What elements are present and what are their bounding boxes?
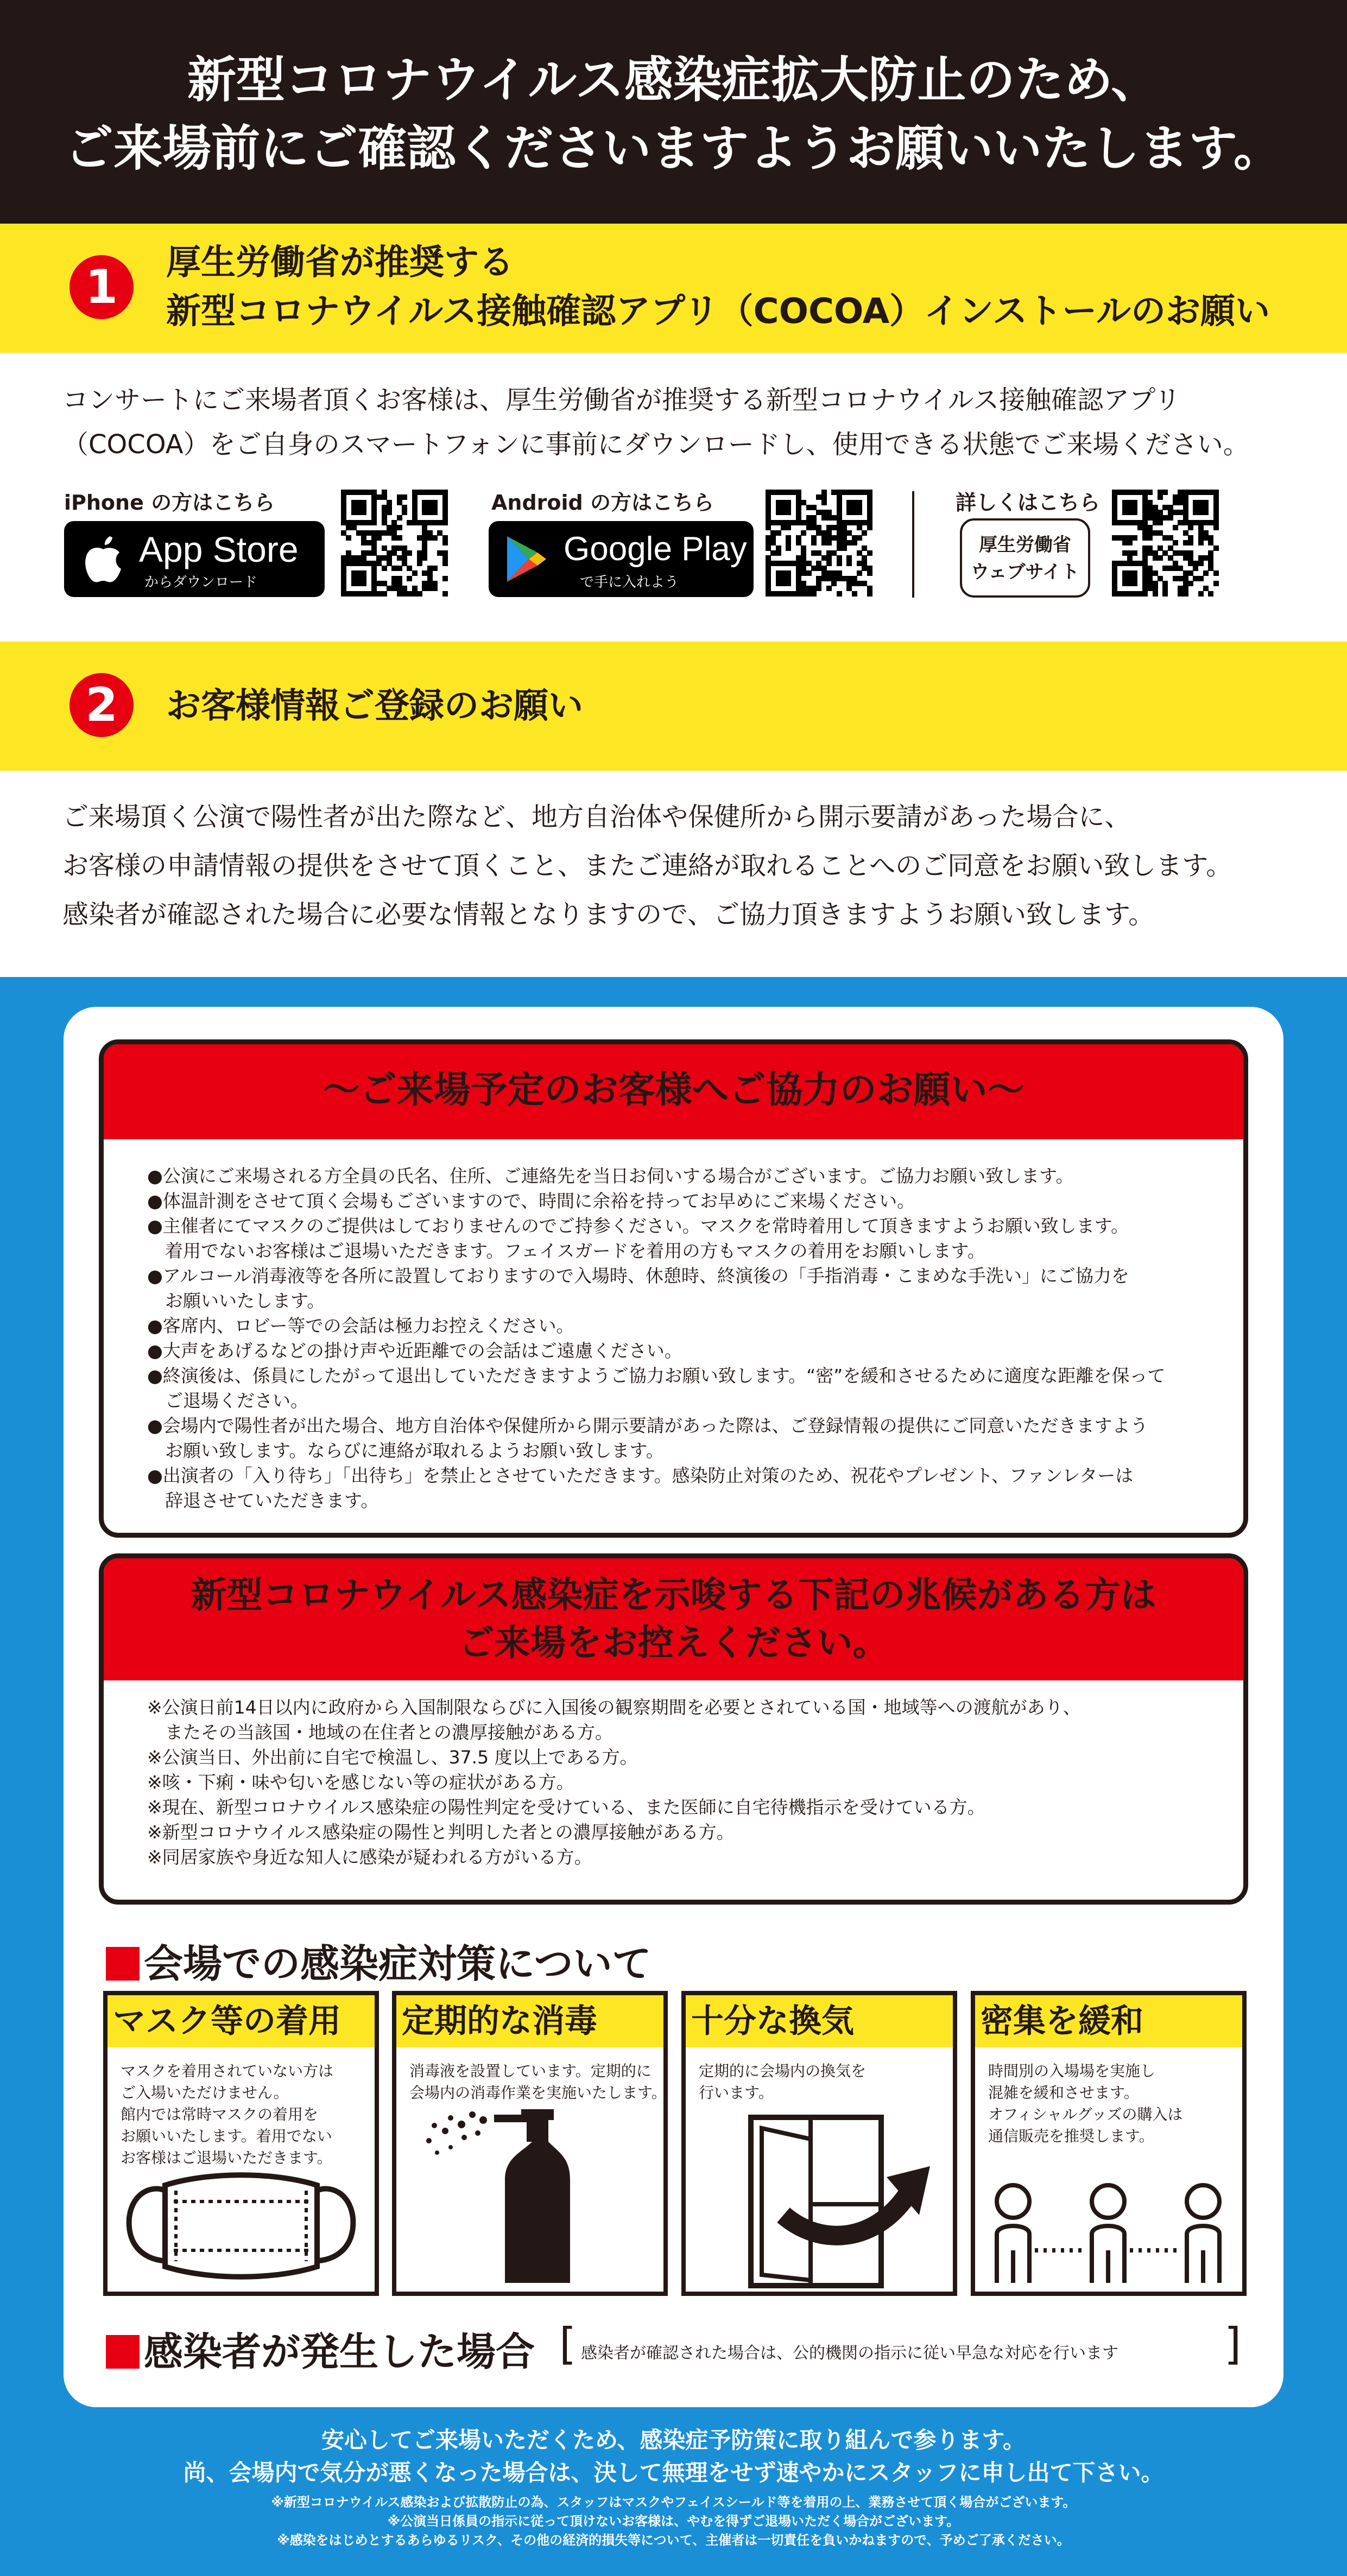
qr-module <box>417 561 422 566</box>
list-item: ご退場ください。 <box>147 1390 308 1411</box>
qr-module <box>397 515 402 521</box>
app-store-badge[interactable] <box>64 521 325 597</box>
qr-module <box>397 525 402 530</box>
symptoms-box <box>99 1553 1248 1905</box>
qr-module <box>826 586 832 591</box>
qr-module <box>432 586 438 591</box>
qr-module <box>867 570 872 576</box>
qr-module <box>806 570 812 576</box>
request-list <box>147 1164 1165 1513</box>
section1-body-line1: コンサートにご来場者頂くお客様は、厚生労働省が推奨する新型コロナウイルス接触確認アプリ <box>62 385 1181 415</box>
list-item: ●体温計測をさせて頂く会場もございますので、時間に余裕を持ってお早めにご来場ください。 <box>147 1190 915 1211</box>
qr-module <box>842 545 847 551</box>
list-item: 着用でないお客様はご退場いただきます。フェイスガードを着用の方もマスクの着用をお願いします。 <box>147 1240 985 1261</box>
qr-module <box>361 510 366 515</box>
list-item: ※現在、新型コロナウイルス感染症の陽性判定を受けている、また医師に自宅待機指示を受けている方。 <box>147 1797 985 1818</box>
qr-module <box>1132 550 1137 556</box>
list-item: お願いいたします。 <box>147 1290 325 1311</box>
list-item: ●終演後は、係員にしたがって退出していただきますようご協力お願い致します。“密”を緩和させるために適度な距離を保って <box>147 1365 1166 1386</box>
qr-module <box>402 494 407 500</box>
qr-module <box>1132 510 1137 515</box>
google-play-sub-text: で手に入れよう <box>580 574 679 591</box>
qr-module <box>407 550 412 556</box>
section1-body-line2: （COCOA）をご自身のスマートフォンに事前にダウンロードし、使用できる状態でご来場ください。 <box>62 429 1249 460</box>
mhlw-line2: ウェブサイト <box>970 561 1080 583</box>
qr-module <box>811 540 817 545</box>
qr-module <box>786 525 791 530</box>
qr-module <box>417 591 422 597</box>
qr-module <box>821 500 827 505</box>
qr-module <box>1132 535 1137 541</box>
qr-module <box>1127 540 1133 545</box>
infected-note: 感染者が確認された場合は、公的機関の指示に従い早急な対応を行います <box>581 2344 1118 2363</box>
request-box <box>99 1039 1248 1538</box>
qr-code-app-store[interactable] <box>341 490 447 596</box>
list-item: ●客席内、ロビー等での会話は極力お控えください。 <box>147 1315 574 1336</box>
qr-module <box>1158 494 1163 500</box>
qr-module <box>1188 540 1193 545</box>
qr-module <box>1198 561 1204 566</box>
mhlw-line1: 厚生労働省 <box>979 534 1071 556</box>
list-item: お願い致します。ならびに連絡が取れるようお願い致します。 <box>147 1440 664 1461</box>
measure-text: 時間別の入場場を実施し 混雑を緩和させます。 オフィシャルグッズの購入は 通信販売を推奨します。 <box>988 2062 1183 2145</box>
qr-module <box>432 566 438 571</box>
qr-module <box>867 525 872 530</box>
qr-module <box>1147 535 1153 541</box>
symptoms-title <box>104 1558 1243 1680</box>
list-item: 辞退させていただきます。 <box>147 1490 379 1511</box>
red-square-icon <box>106 1947 140 1981</box>
symptoms-list <box>147 1695 1081 1870</box>
qr-module <box>432 510 438 515</box>
measures-title: 会場での感染症対策について <box>144 1941 652 1987</box>
qr-module <box>382 591 387 597</box>
qr-module <box>412 570 418 576</box>
qr-module <box>867 591 872 597</box>
qr-module <box>376 535 382 541</box>
qr-module <box>1203 510 1209 515</box>
list-item: ●公演にご来場される方全員の氏名、住所、ご連絡先を当日お伺いする場合がございます。ご協力お願い致します。 <box>147 1165 1074 1187</box>
qr-module <box>442 591 448 597</box>
qr-module <box>1193 566 1198 571</box>
footer-note3: ※感染をはじめとするあらゆるリスク、その他の経済的損失等について、主催者は一切責任を負いかねますので、予めご了承ください。 <box>277 2533 1070 2548</box>
list-item: ※咳・下痢・味や匂いを感じない等の症状がある方。 <box>147 1772 574 1793</box>
qr-module <box>1213 581 1219 586</box>
qr-module <box>402 510 407 515</box>
qr-module <box>852 591 857 597</box>
measure-card-disinfect <box>392 1991 668 2296</box>
symptoms-title-line2: ご来場をお控えください。 <box>458 1622 889 1664</box>
qr-module <box>1203 570 1209 576</box>
qr-module <box>857 510 862 515</box>
section2-body-line2: お客様の申請情報の提供をさせて頂くこと、またご連絡が取れることへのご同意をお願い致します。 <box>62 851 1232 881</box>
header-line-1: 新型コロナウイルス感染症拡大防止のため、 <box>187 52 1160 109</box>
qr-module <box>382 566 387 571</box>
section2-title: お客様情報ご登録のお願い <box>166 686 583 726</box>
measure-title: 定期的な消毒 <box>396 1995 663 2047</box>
qr-module <box>1142 591 1148 597</box>
qr-module <box>432 535 438 541</box>
list-item: ●主催者にてマスクのご提供はしておりませんのでご持参ください。マスクを常時着用して頂きますようお願い致します。 <box>147 1215 1129 1236</box>
measure-text: 消毒液を設置しています。定期的に 会場内の消毒作業を実施いたします。 <box>409 2062 667 2102</box>
sanitizer-spray-icon <box>413 2098 652 2294</box>
qr-module <box>867 550 872 556</box>
section1-title-line2: 新型コロナウイルス接触確認アプリ（COCOA）インストールのお願い <box>166 291 1270 332</box>
header-line-2: ご来場前にご確認くださいますようお願いいたします。 <box>65 120 1282 177</box>
qr-module <box>371 520 377 525</box>
qr-module <box>1213 570 1219 576</box>
qr-module <box>1183 591 1188 597</box>
qr-module <box>786 581 791 586</box>
list-item: ●会場内で陽性者が出た場合、地方自治体や保健所から開示要請があった際は、ご登録情報の提供にご同意いただきますよう <box>147 1415 1148 1436</box>
red-square-icon <box>106 2335 140 2369</box>
google-play-icon <box>505 535 548 583</box>
qr-module <box>826 540 832 545</box>
qr-module <box>852 540 857 545</box>
app-store-main-text: App Store <box>139 529 299 569</box>
qr-module <box>1198 576 1204 581</box>
footer-note2: ※公演当日係員の指示に従って頂けないお客様は、やむを得ずご退場いただく場合がございます。 <box>387 2514 960 2529</box>
qr-module <box>361 581 366 586</box>
qr-module <box>442 520 448 525</box>
measures-heading <box>106 1932 652 1989</box>
section2-body-line1: ご来場頂く公演で陽性者が出た際など、地方自治体や保健所から開示要請があった場合に、 <box>62 802 1131 832</box>
list-item: ●出演者の「入り待ち」「出待ち」を禁止とさせていただきます。感染防止対策のため、祝花やプレゼント、ファンレターは <box>147 1465 1134 1486</box>
qr-module <box>1198 591 1204 597</box>
qr-module <box>1158 520 1163 525</box>
qr-module <box>1132 581 1137 586</box>
qr-module <box>786 510 791 515</box>
section1-title-line1: 厚生労働省が推奨する <box>166 243 514 283</box>
qr-module <box>1162 591 1168 597</box>
section1-number: 1 <box>69 255 134 319</box>
qr-module <box>776 530 781 536</box>
qr-module <box>1162 490 1168 495</box>
apple-icon <box>81 533 125 585</box>
mhlw-website-button[interactable] <box>960 518 1090 598</box>
infected-heading <box>106 2320 535 2377</box>
qr-module <box>786 545 791 551</box>
mask-icon <box>122 2169 361 2283</box>
qr-module <box>776 550 781 556</box>
qr-module <box>811 591 817 597</box>
detail-label: 詳しくはこちら <box>956 491 1101 515</box>
google-play-badge[interactable] <box>489 521 754 597</box>
window-ventilation-icon <box>702 2107 941 2291</box>
list-item: ※新型コロナウイルス感染症の陽性と判明した者との濃厚接触がある方。 <box>147 1822 735 1843</box>
measure-card-mask <box>103 1991 379 2296</box>
footer-note1: ※新型コロナウイルス感染および拡散防止の為、スタッフはマスクやフェイスシールド等を着用の上、業務させて頂く場合がございます。 <box>271 2495 1076 2510</box>
footer-line1: 安心してご来場いただくため、感染症予防策に取り組んで参ります。 <box>321 2427 1026 2453</box>
bracket-right: ] <box>1224 2319 1242 2369</box>
qr-module <box>1188 525 1193 530</box>
android-label: Android の方はこちら <box>491 491 714 515</box>
qr-module <box>1213 545 1219 551</box>
qr-module <box>442 561 448 566</box>
qr-module <box>442 540 448 545</box>
qr-module <box>831 581 837 586</box>
qr-module <box>1158 555 1163 561</box>
qr-module <box>837 561 842 566</box>
qr-code-google-play[interactable] <box>766 490 872 596</box>
qr-module <box>1168 515 1173 521</box>
measure-card-ventilation <box>681 1991 957 2296</box>
divider <box>912 491 914 598</box>
list-item: ●アルコール消毒液等を各所に設置しておりますので入場時、休憩時、終演後の「手指消毒・こまめな手洗い」にご協力を <box>147 1265 1129 1286</box>
measure-text: マスクを着用されていない方は ご入場いただけません。 館内では常時マスクの着用を お願いいたします。着用でない お客様はご退場いただきます。 <box>121 2062 334 2167</box>
qr-module <box>1188 581 1193 586</box>
qr-code-mhlw[interactable] <box>1112 490 1218 596</box>
list-item: ※同居家族や身近な知人に感染が疑われる方がいる方。 <box>147 1847 592 1868</box>
qr-module <box>346 535 351 541</box>
page-header <box>0 0 1347 224</box>
qr-module <box>1147 490 1153 495</box>
list-item: またその当該国・地域の在住者との濃厚接触がある方。 <box>147 1722 613 1743</box>
footer-line2: 尚、会場内で気分が悪くなった場合は、決して無理をせず速やかにスタッフに申し出て下さい。 <box>183 2459 1164 2486</box>
qr-module <box>1173 540 1178 545</box>
measure-title: 密集を緩和 <box>975 1995 1242 2047</box>
qr-module <box>826 561 832 566</box>
qr-module <box>837 591 842 597</box>
measure-text: 定期的に会場内の換気を 行います。 <box>699 2062 867 2102</box>
measure-card-distance <box>971 1991 1247 2296</box>
qr-module <box>442 576 448 581</box>
qr-module <box>801 530 806 536</box>
qr-module <box>387 510 392 515</box>
measure-title: マスク等の着用 <box>107 1995 375 2047</box>
section2-number: 2 <box>69 673 134 737</box>
qr-module <box>1173 525 1178 530</box>
qr-module <box>397 535 402 541</box>
list-item: ※公演当日、外出前に自宅で検温し、37.5 度以上である方。 <box>147 1747 638 1768</box>
list-item: ●大声をあげるなどの掛け声や近距離での会話はご遠慮ください。 <box>147 1340 682 1361</box>
qr-module <box>857 535 862 541</box>
qr-module <box>846 561 852 566</box>
qr-module <box>1208 591 1213 597</box>
list-item: ※公演日前14日以内に政府から入国制限ならびに入国後の観察期間を必要とされている国・地域等への渡航があり、 <box>147 1697 1081 1718</box>
bracket-left: [ <box>559 2319 577 2369</box>
section2-body-line3: 感染者が確認された場合に必要な情報となりますので、ご協力頂きますようお願い致します。 <box>62 899 1155 930</box>
qr-module <box>1198 540 1204 545</box>
qr-module <box>857 570 862 576</box>
qr-module <box>422 555 427 561</box>
qr-module <box>862 530 867 536</box>
social-distance-icon <box>981 2180 1236 2288</box>
qr-module <box>407 576 412 581</box>
qr-module <box>1153 591 1158 597</box>
qr-module <box>1213 525 1219 530</box>
google-play-main-text: Google Play <box>564 530 747 568</box>
iphone-label: iPhone の方はこちら <box>64 491 275 515</box>
app-store-sub-text: からダウンロード <box>144 574 258 591</box>
measure-title: 十分な換気 <box>686 1995 953 2047</box>
request-title: ～ご来場予定のお客様へご協力のお願い～ <box>104 1044 1243 1139</box>
infected-title: 感染者が発生した場合 <box>144 2329 535 2375</box>
qr-module <box>816 586 821 591</box>
symptoms-title-line1: 新型コロナウイルス感染症を示唆する下記の兆候がある方は <box>191 1574 1156 1616</box>
qr-module <box>397 566 402 571</box>
